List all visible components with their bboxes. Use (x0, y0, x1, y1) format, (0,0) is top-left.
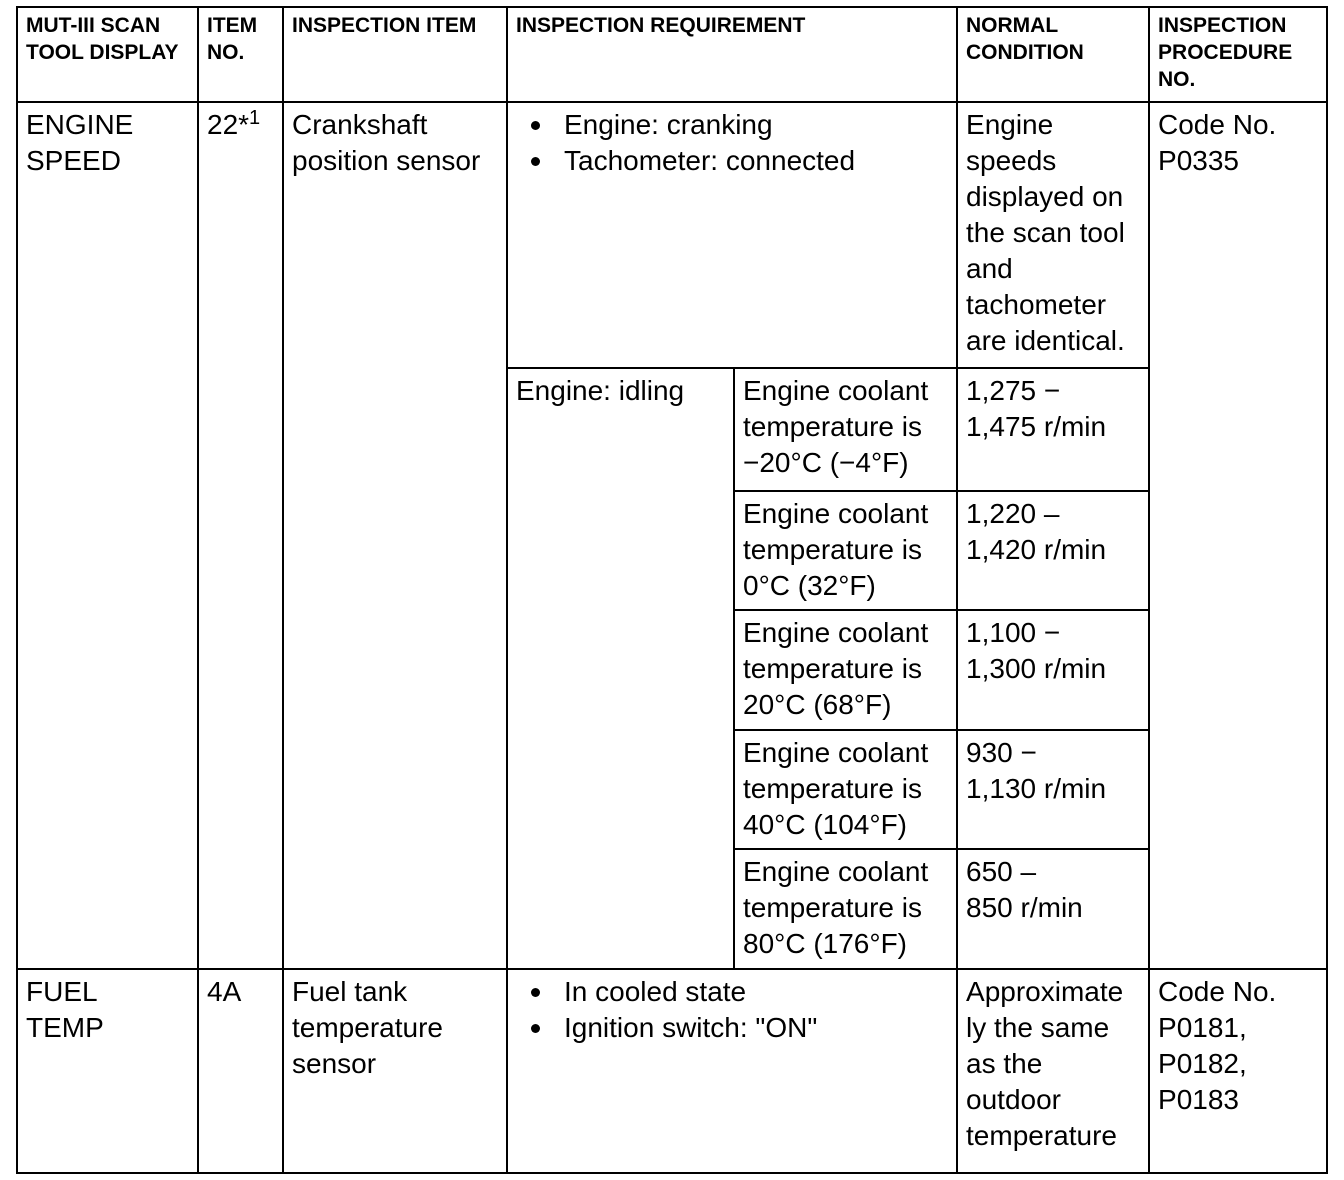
header-normal-condition: NORMAL CONDITION (957, 7, 1149, 102)
idle-rpm-cell: 1,100 − 1,300 r/min (957, 610, 1149, 730)
cranking-requirement-list (516, 107, 948, 179)
idle-rpm-cell: 930 − 1,130 r/min (957, 730, 1149, 849)
engine-speed-display-cell: ENGINE SPEED (17, 102, 198, 969)
idle-rpm-cell: 1,275 − 1,475 r/min (957, 368, 1149, 491)
list-item: Tachometer: connected (528, 143, 948, 179)
engine-speed-cranking-row (17, 102, 1327, 368)
list-item: Engine: cranking (528, 107, 948, 143)
idle-rpm-cell: 650 – 850 r/min (957, 849, 1149, 969)
inspection-table (16, 6, 1328, 1174)
header-inspection-item: INSPECTION ITEM (283, 7, 507, 102)
header-procedure-no: INSPECTION PROCEDURE NO. (1149, 7, 1327, 102)
fuel-temp-inspection-item-cell: Fuel tank temperature sensor (283, 969, 507, 1173)
fuel-temp-display-cell: FUEL TEMP (17, 969, 198, 1173)
fuel-temp-row (17, 969, 1327, 1173)
engine-speed-inspection-item-cell: Crankshaft position sensor (283, 102, 507, 969)
engine-speed-cranking-normal-cell: Engine speeds displayed on the scan tool and tachometer are identical. (957, 102, 1149, 368)
coolant-temp-cell: Engine coolant temperature is 0°C (32°F) (734, 491, 957, 610)
idle-rpm-cell: 1,220 – 1,420 r/min (957, 491, 1149, 610)
header-row (17, 7, 1327, 102)
coolant-temp-cell: Engine coolant temperature is 80°C (176°F) (734, 849, 957, 969)
header-inspection-requirement: INSPECTION REQUIREMENT (507, 7, 957, 102)
fuel-temp-normal-cell: Approximate ly the same as the outdoor temperature (957, 969, 1149, 1173)
coolant-temp-cell: Engine coolant temperature is 20°C (68°F) (734, 610, 957, 730)
list-item: In cooled state (528, 974, 948, 1010)
coolant-temp-cell: Engine coolant temperature is 40°C (104°F) (734, 730, 957, 849)
header-item-no: ITEM NO. (198, 7, 283, 102)
fuel-temp-requirement-cell (507, 969, 957, 1173)
engine-speed-procedure-cell: Code No. P0335 (1149, 102, 1327, 969)
engine-idling-condition-cell: Engine: idling (507, 368, 734, 969)
footnote-marker: 1 (249, 107, 261, 129)
fuel-temp-procedure-cell: Code No. P0181, P0182, P0183 (1149, 969, 1327, 1173)
engine-speed-cranking-requirement-cell (507, 102, 957, 368)
coolant-temp-cell: Engine coolant temperature is −20°C (−4°F) (734, 368, 957, 491)
list-item: Ignition switch: "ON" (528, 1010, 948, 1046)
fuel-temp-requirement-list (516, 974, 948, 1046)
header-scan-tool-display: MUT-III SCAN TOOL DISPLAY (17, 7, 198, 102)
engine-speed-item-no-cell: 22*$^1$ (198, 102, 283, 969)
fuel-temp-item-no-cell: 4A (198, 969, 283, 1173)
